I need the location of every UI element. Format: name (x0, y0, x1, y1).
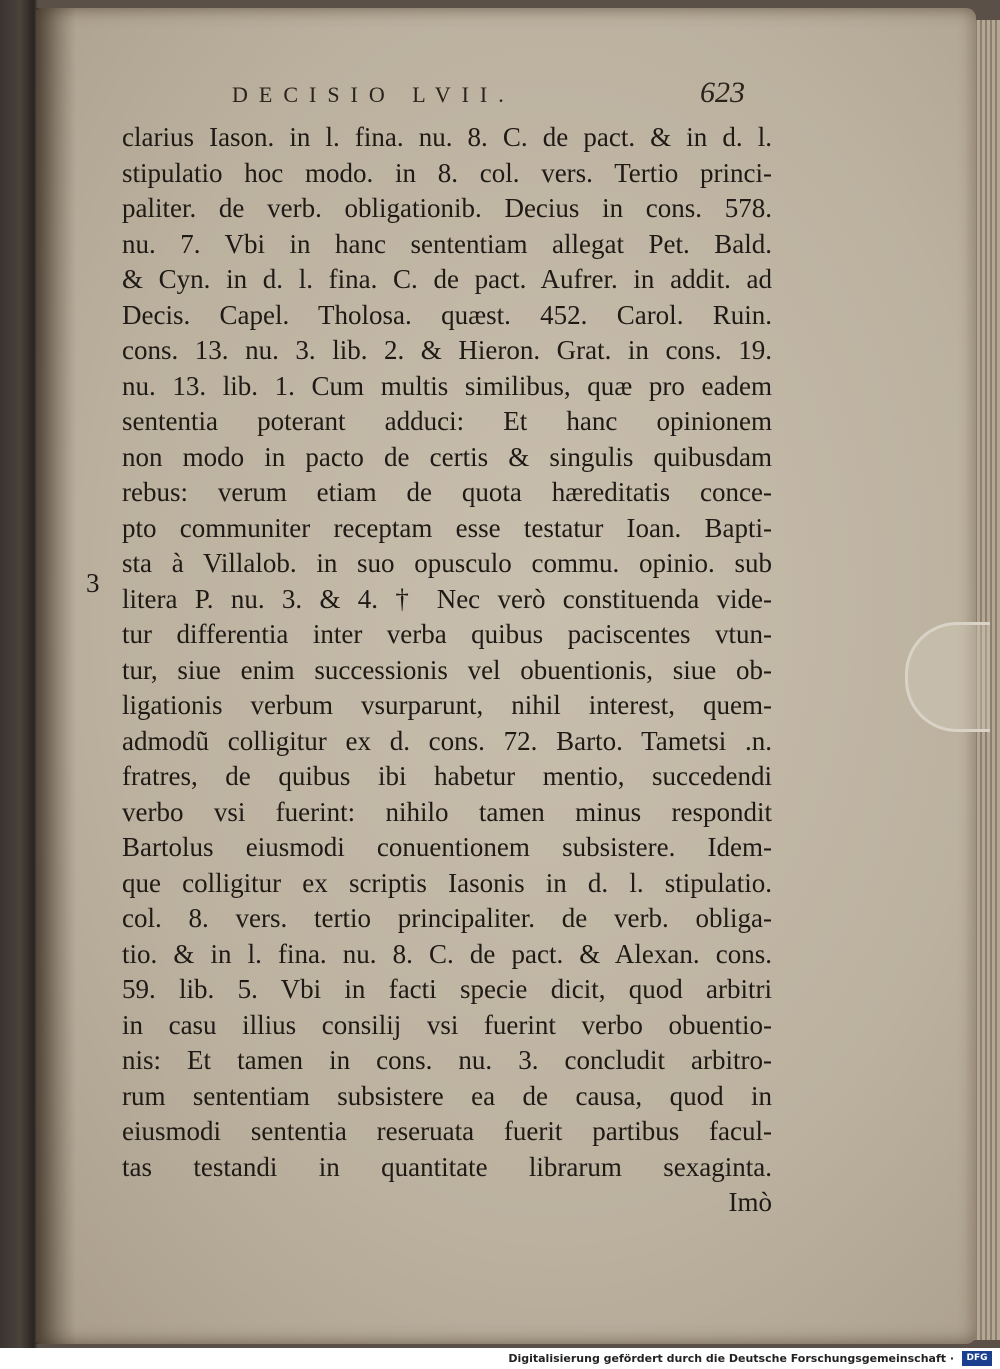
text-line: tio. & in l. fina. nu. 8. C. de pact. & Alexan. cons. (122, 938, 772, 969)
text-line: tas testandi in quantitate librarum sexaginta. (122, 1151, 772, 1182)
text-line: verbo vsi fuerint: nihilo tamen minus respondit (122, 796, 772, 827)
text-line: non modo in pacto de certis & singulis quibusdam (122, 441, 772, 472)
text-line: nis: Et tamen in cons. nu. 3. concludit arbitro- (122, 1045, 772, 1075)
text-line: nu. 7. Vbi in hanc sententiam allegat Pet. Bald. (122, 228, 772, 259)
text-line: clarius Iason. in l. fina. nu. 8. C. de pact. & in d. l. (122, 122, 772, 152)
text-line: fratres, de quibus ibi habetur mentio, succedendi (122, 761, 772, 791)
text-line: pto communiter receptam esse testatur Ioan. Bapti- (122, 512, 772, 543)
body-text (122, 120, 772, 1221)
text-line: 59. lib. 5. Vbi in facti specie dicit, quod arbitri (122, 974, 772, 1004)
text-line: rum sententiam subsistere ea de causa, quod in (122, 1080, 772, 1111)
text-line: stipulatio hoc modo. in 8. col. vers. Tertio princi- (122, 157, 772, 188)
page-number: 623 (700, 76, 745, 109)
text-line: litera P. nu. 3. & 4. † Nec verò constituenda vide- (122, 583, 772, 614)
catchword: Imò (728, 1187, 772, 1217)
text-line: ligationis verbum vsurparunt, nihil interest, quem- (122, 690, 772, 720)
text-line: tur differentia inter verba quibus paciscentes vtun- (122, 619, 772, 649)
spine-shadow (36, 8, 76, 1344)
text-line: que colligitur ex scriptis Iasonis in d. l. stipulatio. (122, 867, 772, 898)
text-line: Bartolus eiusmodi conuentionem subsistere. Idem- (122, 832, 772, 862)
dfg-logo[interactable]: DFG (962, 1351, 992, 1366)
text-line: & Cyn. in d. l. fina. C. de pact. Aufrer. in addit. ad (122, 264, 772, 294)
text-line: in casu illius consilij vsi fuerint verbo obuentio- (122, 1009, 772, 1040)
text-line: col. 8. vers. tertio principaliter. de verb. obliga- (122, 903, 772, 933)
text-line: paliter. de verb. obligationib. Decius in cons. 578. (122, 193, 772, 223)
text-line: rebus: verum etiam de quota hæreditatis conce- (122, 477, 772, 507)
text-line: nu. 13. lib. 1. Cum multis similibus, quæ pro eadem (122, 370, 772, 401)
text-line: eiusmodi sententia reseruata fuerit partibus facul- (122, 1116, 772, 1146)
text-line: tur, siue enim successionis vel obuentionis, siue ob- (122, 654, 772, 685)
text-line: sententia poterant adduci: Et hanc opinionem (122, 406, 772, 436)
text-line: Decis. Capel. Tholosa. quæst. 452. Carol. Ruin. (122, 299, 772, 330)
text-line: sta à Villalob. in suo opusculo commu. opinio. sub (122, 548, 772, 578)
text-line: cons. 13. nu. 3. lib. 2. & Hieron. Grat. in cons. 19. (122, 335, 772, 365)
running-head: DECISIO LVII. (232, 82, 515, 107)
footer-credit: Digitalisierung gefördert durch die Deutsche Forschungsgemeinschaft · (508, 1352, 954, 1365)
margin-note-number: 3 (86, 568, 100, 598)
text-line: admodũ colligitur ex d. cons. 72. Barto. Tametsi .n. (122, 725, 772, 756)
